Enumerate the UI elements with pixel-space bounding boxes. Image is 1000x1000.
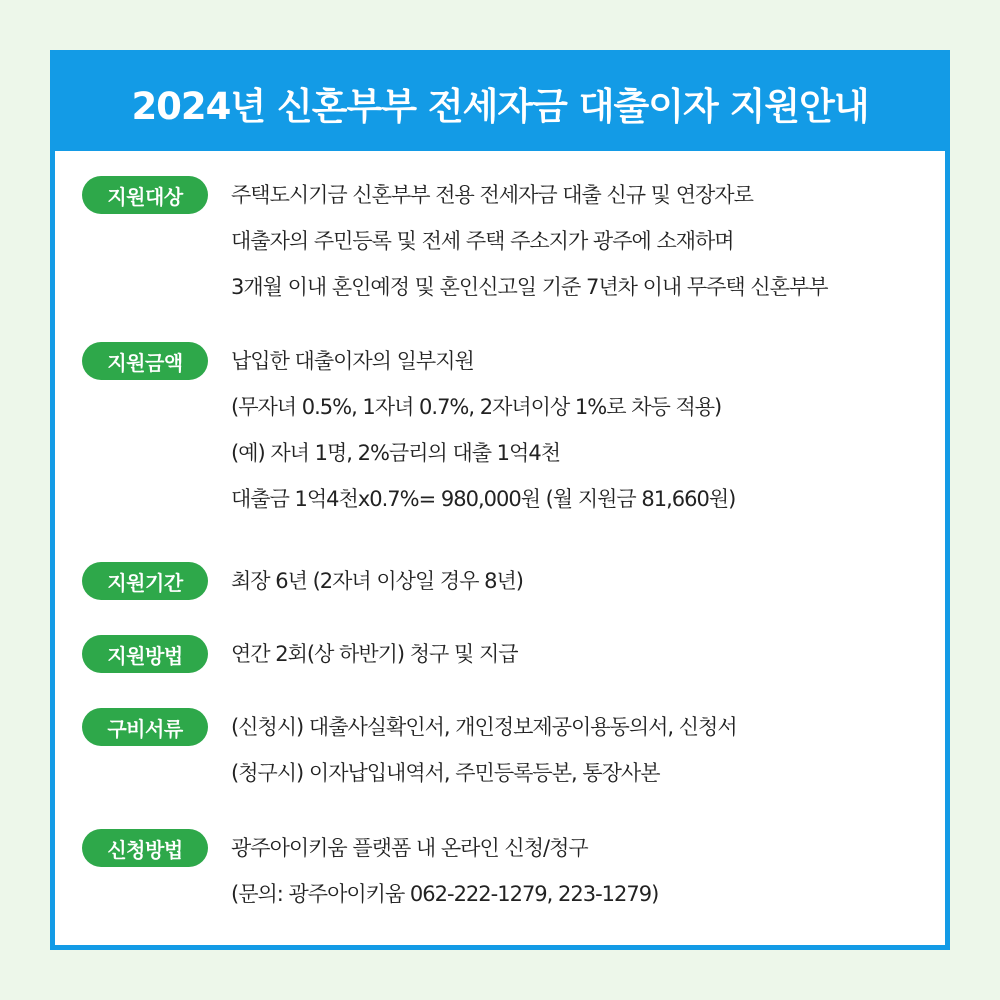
content-line: 납입한 대출이자의 일부지원 [231,349,474,373]
content-line: (문의: 광주아이키움 062-222-1279, 223-1279) [231,882,659,906]
content-line: 연간 2회(상 하반기) 청구 및 지급 [231,642,518,666]
section-label-badge: 지원기간 [82,562,208,600]
section-label-badge: 신청방법 [82,829,208,867]
notice-header [55,55,945,151]
section-content [231,176,941,314]
content-line: 대출금 1억4천x0.7%= 980,000원 (월 지원금 81,660원) [231,487,736,511]
section-content [231,342,941,526]
section-label-badge: 구비서류 [82,708,208,746]
section-label-badge: 지원방법 [82,635,208,673]
content-line: (예) 자녀 1명, 2%금리의 대출 1억4천 [231,441,560,465]
section-content [231,829,941,921]
section-label-badge: 지원대상 [82,176,208,214]
content-line: (청구시) 이자납입내역서, 주민등록등본, 통장사본 [231,761,660,785]
section-content [231,562,941,608]
content-line: 주택도시기금 신혼부부 전용 전세자금 대출 신규 및 연장자로 [231,183,753,207]
section-content [231,635,941,681]
notice-card [50,50,950,950]
section-label-badge: 지원금액 [82,342,208,380]
section-content [231,708,941,800]
content-line: 광주아이키움 플랫폼 내 온라인 신청/청구 [231,836,588,860]
content-line: (신청시) 대출사실확인서, 개인정보제공이용동의서, 신청서 [231,715,737,739]
page-title: 2024년 신혼부부 전세자금 대출이자 지원안내 [131,85,869,128]
content-line: 대출자의 주민등록 및 전세 주택 주소지가 광주에 소재하며 [231,229,734,253]
content-line: 최장 6년 (2자녀 이상일 경우 8년) [231,569,523,593]
content-line: 3개월 이내 혼인예정 및 혼인신고일 기준 7년차 이내 무주택 신혼부부 [231,275,828,299]
content-line: (무자녀 0.5%, 1자녀 0.7%, 2자녀이상 1%로 차등 적용) [231,395,722,419]
